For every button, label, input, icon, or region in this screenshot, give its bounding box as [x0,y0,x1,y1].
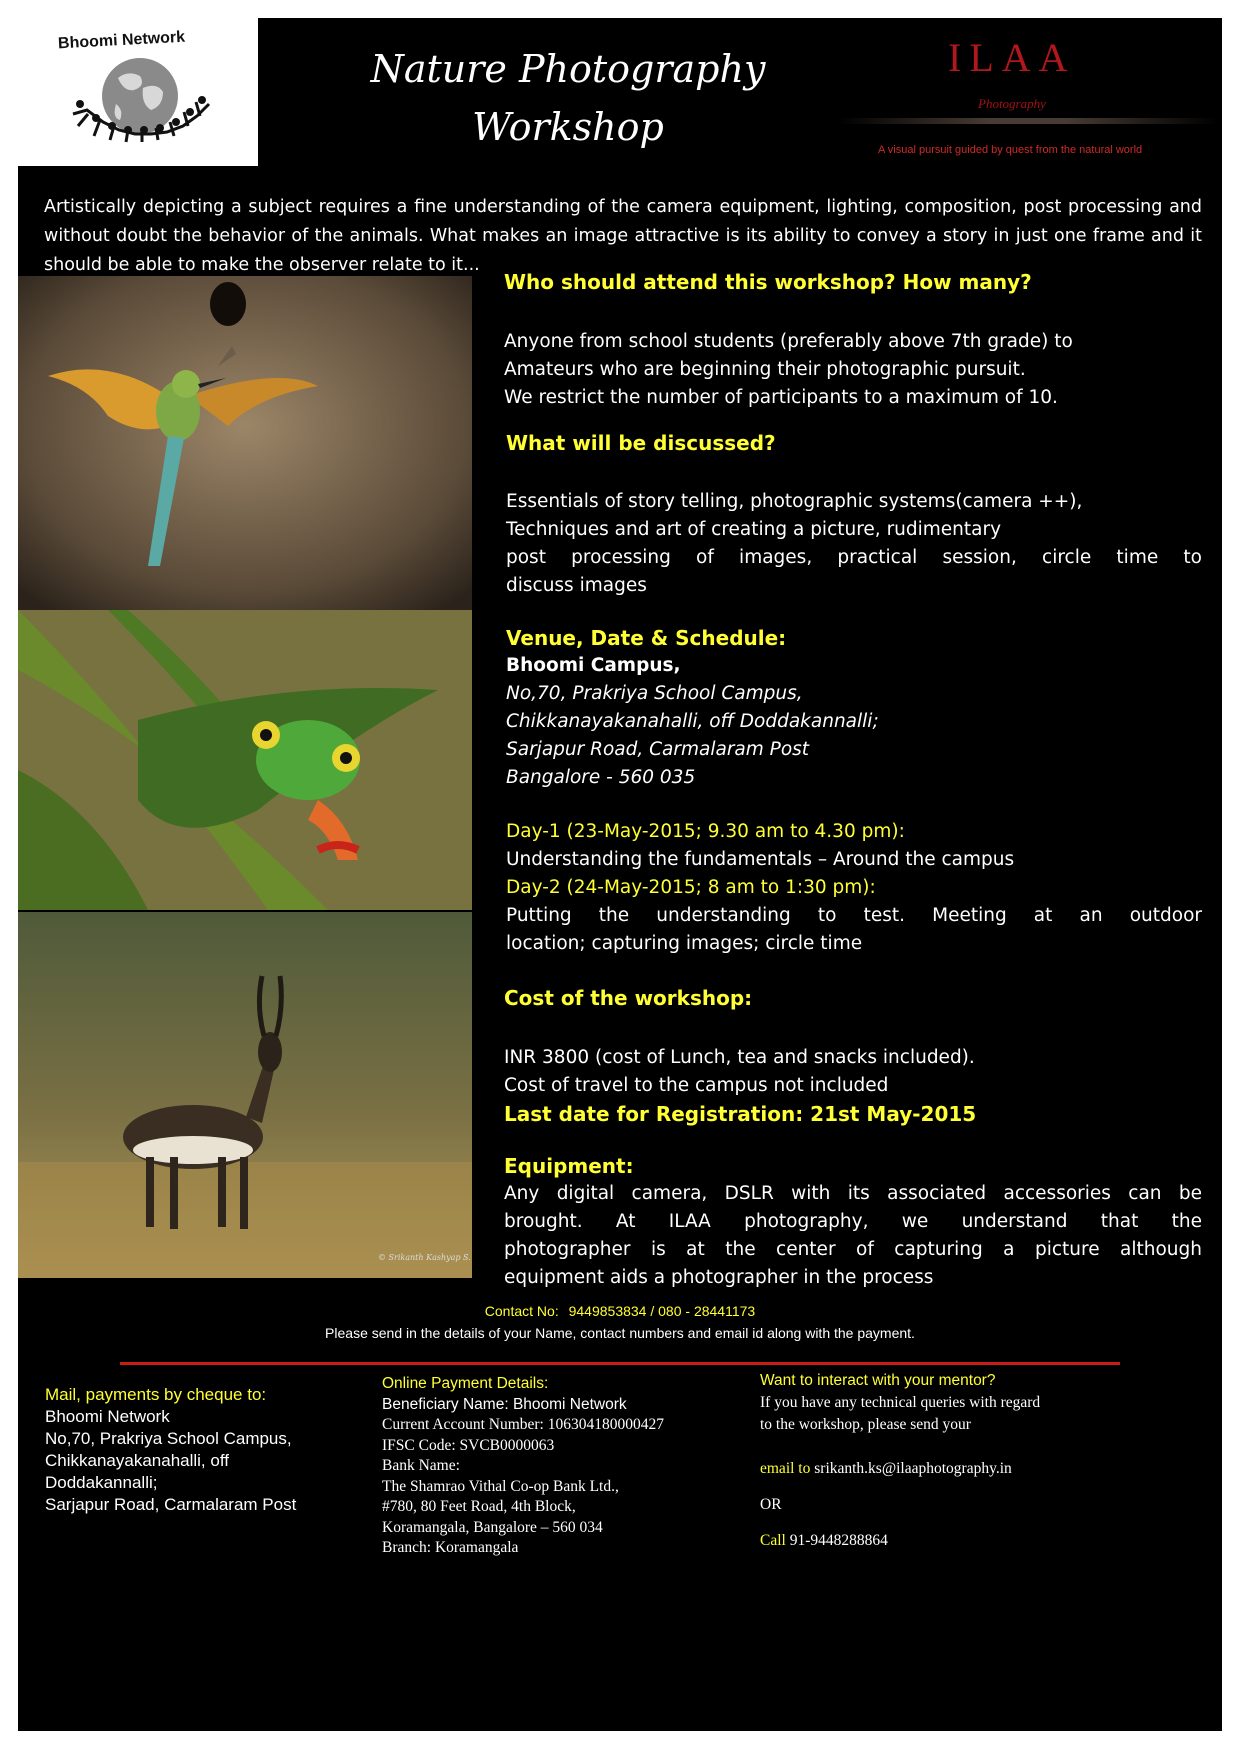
who-heading: Who should attend this workshop? How many? [504,270,1032,294]
mentor-line-1: If you have any technical queries with regard [760,1394,1041,1411]
day2-text-2: location; capturing images; circle time [506,933,863,954]
equipment-line-2: brought. At ILAA photography, we understand that the [504,1211,1202,1232]
cost-line-2: Cost of travel to the campus not included [504,1075,889,1096]
frog-image [18,610,472,910]
call-label: Call [760,1532,786,1549]
who-section [504,268,1204,296]
contact-line [18,1300,1222,1322]
day1-label: Day-1 (23-May-2015; 9.30 am to 4.30 pm): [506,821,905,842]
day2-label: Day-2 (24-May-2015; 8 am to 1:30 pm): [506,877,876,898]
footer-divider [120,1362,1120,1365]
venue-name: Bhoomi Campus, [506,655,681,676]
equipment-line-1: Any digital camera, DSLR with its associated accessories can be [504,1183,1202,1204]
bee-eater-photo [18,276,472,610]
payment-heading: Online Payment Details: [382,1375,549,1392]
ilaa-tagline: A visual pursuit guided by quest from the natural world [878,144,1143,156]
mail-line-1: Bhoomi Network [45,1407,170,1426]
mentor-heading: Want to interact with your mentor? [760,1372,996,1389]
mentor-section [760,1370,1040,1552]
contact-note: Please send in the details of your Name, contact numbers and email id along with the payment. [325,1325,915,1341]
discussed-line-3: post processing of images, practical session, circle time to [506,547,1202,568]
mail-heading: Mail, payments by cheque to: [45,1385,267,1404]
mentor-email-row [760,1458,1040,1480]
mail-line-5: Sarjapur Road, Carmalaram Post [45,1495,297,1514]
payment-line-6: #780, 80 Feet Road, 4th Block, [382,1498,576,1515]
payment-line-2: Current Account Number: 106304180000427 [382,1416,664,1433]
payment-line-5: The Shamrao Vithal Co-op Bank Ltd., [382,1477,619,1495]
workshop-title [318,40,818,156]
venue-address-2: Chikkanayakanahalli, off Doddakannalli; [506,711,879,732]
mail-section [45,1384,296,1516]
cost-body [504,1044,1204,1128]
bird-image [18,276,472,610]
intro-paragraph: Artistically depicting a subject requires a fine understanding of the camera equipment, lighting, composition, post processing and without doubt the behavior of the animals. What makes an image attractive is its ability to convey a story in just one frame and it should be able to make the observer relate to it... [44,197,1202,275]
who-body [504,328,1204,412]
registration-deadline: Last date for Registration: 21st May-2015 [504,1102,977,1126]
tree-frog-photo [18,610,472,910]
mail-line-4: Doddakannalli; [45,1473,158,1492]
who-line-3: We restrict the number of participants to a maximum of 10. [504,387,1058,408]
equipment-line-4: equipment aids a photographer in the process [504,1267,934,1288]
day2-text-1: Putting the understanding to test. Meeting at an outdoor [506,905,1202,926]
equipment-line-3: photographer is at the center of capturing a picture although [504,1239,1202,1260]
day1-text: Understanding the fundamentals – Around the campus [506,849,1015,870]
ilaa-logo [838,34,1218,154]
globe-icon [18,18,258,166]
venue-heading: Venue, Date & Schedule: [506,626,787,650]
discussed-section [506,429,1206,457]
title-line-1: Nature Photography [370,47,766,91]
equipment-heading: Equipment: [504,1154,634,1178]
flyer-page [18,18,1222,1731]
or-text: OR [760,1496,782,1513]
contact-numbers[interactable]: 9449853834 / 080 - 28441173 [568,1303,756,1319]
blackbuck-image [18,912,472,1278]
bhoomi-logo-text: Bhoomi Network [57,28,186,53]
title-line-2: Workshop [472,105,664,149]
schedule-section [506,818,1202,958]
mentor-line-2: to the workshop, please send your [760,1416,971,1433]
discussed-line-4: discuss images [506,575,647,596]
ilaa-sub: Photography [978,96,1046,111]
payment-line-3: IFSC Code: SVCB0000063 [382,1436,555,1454]
who-line-1: Anyone from school students (preferably above 7th grade) to [504,331,1073,352]
contact-label: Contact No: [484,1303,559,1319]
blackbuck-photo [18,912,472,1278]
discussed-body [506,488,1202,600]
venue-address-1: No,70, Prakriya School Campus, [506,683,803,704]
discussed-heading: What will be discussed? [506,431,776,455]
payment-line-8: Branch: Koramangala [382,1539,519,1556]
who-line-2: Amateurs who are beginning their photographic pursuit. [504,359,1026,380]
discussed-line-2: Techniques and art of creating a picture, rudimentary [506,519,1002,540]
payment-line-4: Bank Name: [382,1457,460,1474]
mentor-phone-link[interactable]: 91-9448288864 [789,1532,888,1549]
ilaa-divider [838,118,1218,124]
venue-address-4: Bangalore - 560 035 [506,767,696,788]
payment-line-1: Beneficiary Name: Bhoomi Network [382,1395,627,1413]
discussed-line-1: Essentials of story telling, photographic systems(camera ++), [506,491,1083,512]
mail-line-3: Chikkanayakanahalli, off [45,1451,229,1470]
mail-line-2: No,70, Prakriya School Campus, [45,1429,292,1448]
mentor-call-row [760,1530,1040,1552]
mentor-email-link[interactable]: srikanth.ks@ilaaphotography.in [814,1460,1012,1477]
cost-heading: Cost of the workshop: [504,986,753,1010]
equipment-section [504,1152,1202,1292]
cost-section [504,984,1204,1012]
venue-section [506,624,1206,792]
cost-line-1: INR 3800 (cost of Lunch, tea and snacks included). [504,1047,975,1068]
photo-credit: © Srikanth Kashyap S. [378,1253,471,1262]
ilaa-name: ILAA [948,35,1076,80]
bhoomi-network-logo [18,18,258,166]
venue-address-3: Sarjapur Road, Carmalaram Post [506,739,810,760]
payment-section [382,1374,664,1559]
payment-line-7: Koramangala, Bangalore – 560 034 [382,1518,603,1536]
email-label: email to [760,1460,811,1477]
